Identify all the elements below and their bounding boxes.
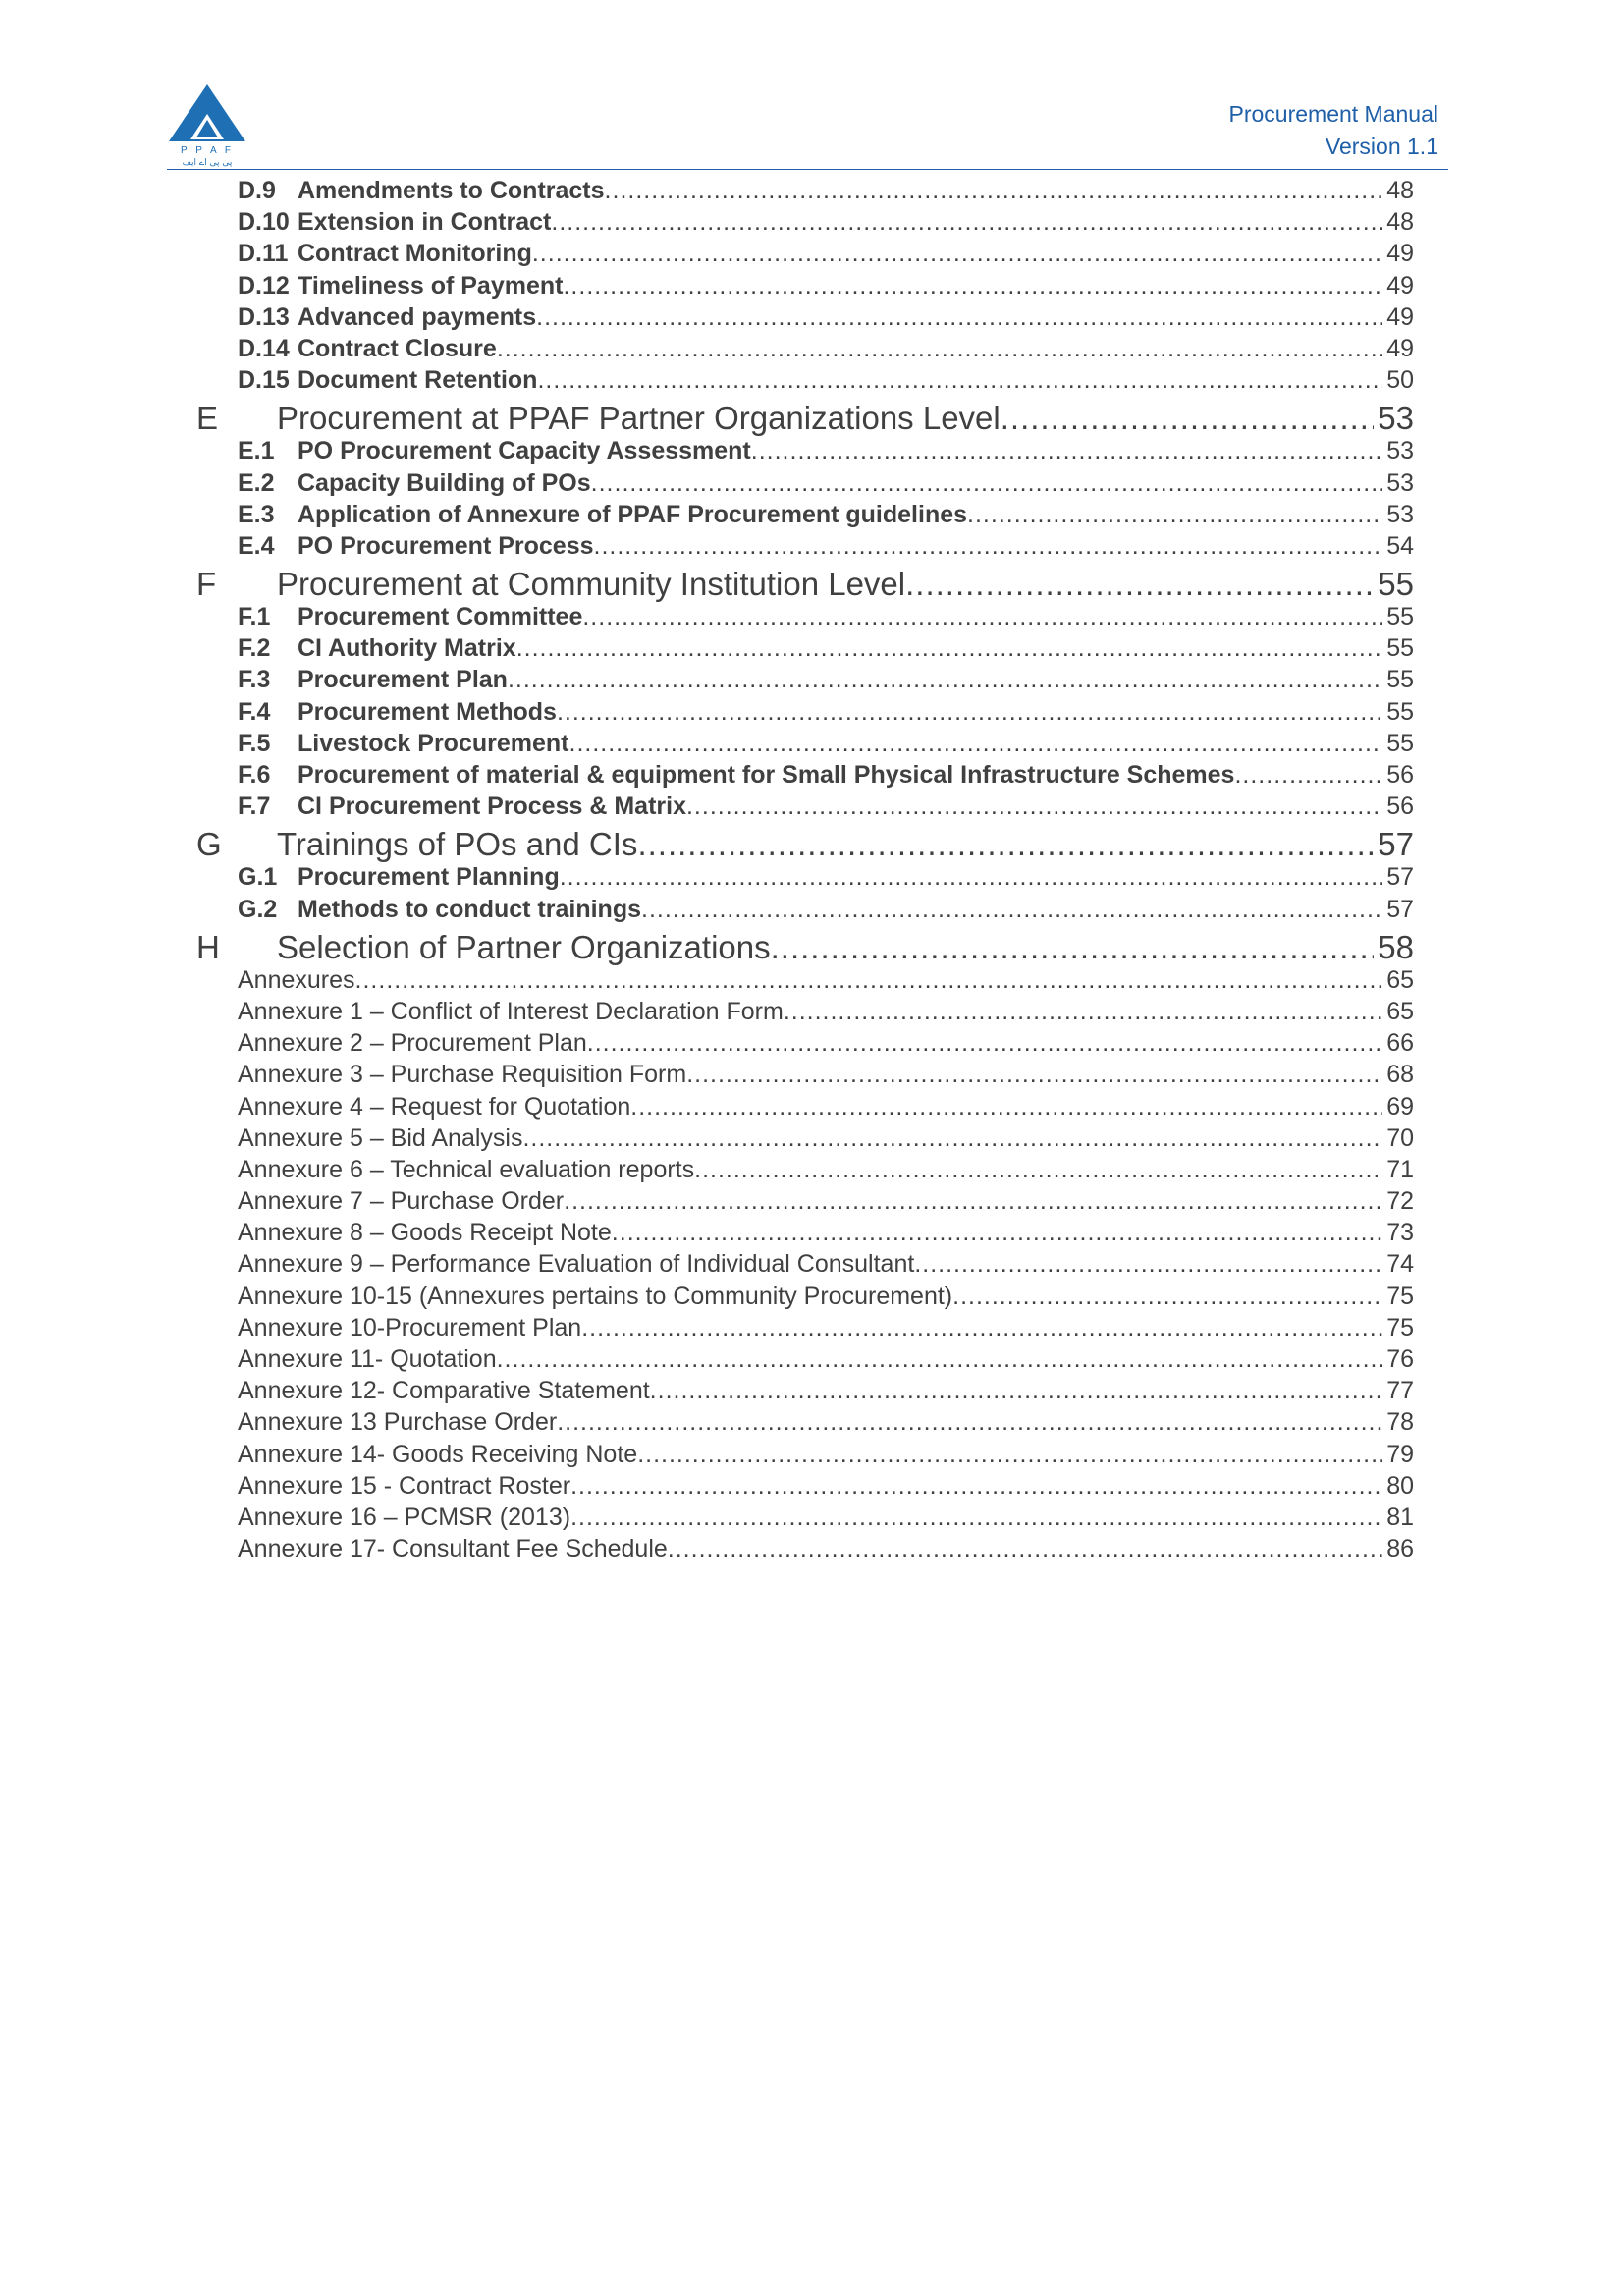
toc-number: F.3 bbox=[238, 666, 271, 694]
toc-number: F.6 bbox=[238, 761, 271, 789]
toc-number: G bbox=[196, 826, 222, 863]
toc-number: F.4 bbox=[238, 697, 271, 726]
toc-page-number: 66 bbox=[1386, 1029, 1414, 1058]
toc-title: CI Authority Matrix bbox=[298, 634, 516, 663]
toc-annexure[interactable] bbox=[196, 1377, 1414, 1408]
toc-subsection[interactable] bbox=[196, 469, 1414, 501]
toc-title: Annexures bbox=[238, 965, 355, 994]
dot-leader bbox=[508, 666, 1382, 694]
doc-version: Version 1.1 bbox=[1325, 134, 1438, 159]
dot-leader bbox=[516, 634, 1382, 663]
toc-title: Application of Annexure of PPAF Procurement guidelines bbox=[298, 500, 968, 528]
toc-title: Livestock Procurement bbox=[298, 729, 569, 757]
toc-title: PO Procurement Capacity Assessment bbox=[298, 437, 751, 465]
toc-title: Document Retention bbox=[298, 366, 538, 395]
toc-annexure[interactable] bbox=[196, 1061, 1414, 1092]
toc-number: D.15 bbox=[238, 366, 290, 395]
toc-annexure[interactable] bbox=[196, 1472, 1414, 1503]
toc-subsection[interactable] bbox=[196, 793, 1414, 824]
toc-page-number: 57 bbox=[1386, 895, 1414, 923]
toc-annexure[interactable] bbox=[196, 1219, 1414, 1250]
toc-page-number: 79 bbox=[1386, 1440, 1414, 1468]
toc-subsection[interactable] bbox=[196, 698, 1414, 730]
toc-page-number: 74 bbox=[1386, 1250, 1414, 1279]
toc-number: E.4 bbox=[238, 531, 275, 560]
toc-title: Timeliness of Payment bbox=[298, 271, 564, 300]
toc-subsection[interactable] bbox=[196, 208, 1414, 240]
dot-leader bbox=[569, 730, 1383, 758]
logo-letters: P P A F bbox=[181, 145, 234, 156]
toc-subsection[interactable] bbox=[196, 366, 1414, 398]
toc-number: D.9 bbox=[238, 177, 276, 204]
dot-leader bbox=[668, 1535, 1382, 1563]
toc-title: Annexure 5 – Bid Analysis bbox=[238, 1123, 523, 1152]
dot-leader bbox=[751, 437, 1382, 465]
table-of-contents bbox=[196, 177, 1414, 1566]
toc-annexure[interactable] bbox=[196, 1314, 1414, 1345]
toc-annexure[interactable] bbox=[196, 1029, 1414, 1061]
toc-subsection[interactable] bbox=[196, 437, 1414, 468]
dot-leader bbox=[557, 1408, 1382, 1437]
dot-leader bbox=[605, 177, 1383, 205]
dot-leader bbox=[497, 335, 1382, 363]
toc-title: Annexure 1 – Conflict of Interest Declaration Form bbox=[238, 997, 784, 1025]
dot-leader bbox=[591, 469, 1383, 498]
toc-page-number: 72 bbox=[1386, 1187, 1414, 1216]
toc-title: Procurement Plan bbox=[298, 666, 508, 694]
toc-subsection[interactable] bbox=[196, 666, 1414, 697]
toc-title: Annexure 17- Consultant Fee Schedule bbox=[238, 1535, 668, 1563]
toc-page-number: 48 bbox=[1386, 208, 1414, 237]
toc-annexure[interactable] bbox=[196, 966, 1414, 998]
toc-page-number: 75 bbox=[1386, 1313, 1414, 1341]
toc-number: D.13 bbox=[238, 302, 290, 331]
toc-title: Extension in Contract bbox=[298, 208, 552, 237]
toc-subsection[interactable] bbox=[196, 177, 1414, 208]
toc-subsection[interactable] bbox=[196, 863, 1414, 895]
dot-leader bbox=[641, 896, 1382, 924]
toc-annexure[interactable] bbox=[196, 1408, 1414, 1440]
toc-subsection[interactable] bbox=[196, 501, 1414, 532]
toc-subsection[interactable] bbox=[196, 240, 1414, 271]
toc-number: G.1 bbox=[238, 863, 278, 892]
toc-title: Annexure 10-Procurement Plan bbox=[238, 1313, 582, 1341]
toc-section[interactable] bbox=[196, 927, 1414, 966]
dot-leader bbox=[563, 272, 1382, 301]
toc-number: E.1 bbox=[238, 437, 275, 465]
toc-annexure[interactable] bbox=[196, 1093, 1414, 1124]
toc-number: E.2 bbox=[238, 468, 275, 497]
toc-annexure[interactable] bbox=[196, 1535, 1414, 1566]
toc-title: Annexure 10-15 (Annexures pertains to Community Procurement) bbox=[238, 1282, 953, 1310]
toc-subsection[interactable] bbox=[196, 532, 1414, 564]
toc-title: Procurement Methods bbox=[298, 697, 557, 726]
toc-page-number: 49 bbox=[1386, 271, 1414, 300]
toc-page-number: 57 bbox=[1386, 863, 1414, 892]
toc-title: Procurement Planning bbox=[298, 863, 560, 892]
toc-number: F.5 bbox=[238, 729, 271, 757]
toc-number: D.10 bbox=[238, 208, 290, 237]
dot-leader bbox=[637, 1441, 1382, 1469]
toc-page-number: 53 bbox=[1386, 500, 1414, 528]
toc-page-number: 81 bbox=[1386, 1503, 1414, 1531]
toc-page-number: 77 bbox=[1386, 1377, 1414, 1405]
toc-page-number: 49 bbox=[1386, 334, 1414, 362]
toc-number: H bbox=[196, 928, 220, 965]
toc-subsection[interactable] bbox=[196, 603, 1414, 634]
toc-title: Annexure 16 – PCMSR (2013) bbox=[238, 1503, 571, 1531]
toc-section[interactable] bbox=[196, 824, 1414, 863]
toc-page-number: 78 bbox=[1386, 1408, 1414, 1437]
dot-leader bbox=[564, 1187, 1382, 1216]
dot-leader bbox=[355, 966, 1383, 995]
toc-title: Procurement Committee bbox=[298, 603, 583, 631]
toc-title: Capacity Building of POs bbox=[298, 468, 591, 497]
toc-number: D.12 bbox=[238, 271, 290, 300]
ppaf-logo bbox=[167, 82, 247, 167]
toc-title: Annexure 13 Purchase Order bbox=[238, 1408, 558, 1437]
toc-annexure[interactable] bbox=[196, 998, 1414, 1029]
dot-leader bbox=[582, 603, 1382, 631]
toc-annexure[interactable] bbox=[196, 1187, 1414, 1219]
dot-leader bbox=[784, 998, 1382, 1026]
toc-title: Annexure 11- Quotation bbox=[238, 1345, 497, 1373]
page-header bbox=[167, 79, 1448, 170]
dot-leader bbox=[536, 303, 1382, 332]
toc-title: Methods to conduct trainings bbox=[298, 895, 641, 923]
dot-leader bbox=[557, 698, 1382, 727]
dot-leader bbox=[551, 208, 1382, 237]
toc-title: Amendments to Contracts bbox=[298, 177, 605, 204]
toc-title: Annexure 9 – Performance Evaluation of Individual Consultant bbox=[238, 1250, 915, 1279]
toc-annexure[interactable] bbox=[196, 1503, 1414, 1535]
toc-page-number: 65 bbox=[1386, 965, 1414, 994]
toc-page-number: 76 bbox=[1386, 1345, 1414, 1373]
toc-title: Annexure 3 – Purchase Requisition Form bbox=[238, 1061, 687, 1089]
dot-leader bbox=[587, 1029, 1382, 1058]
dot-leader bbox=[637, 826, 1374, 863]
toc-title: Selection of Partner Organizations bbox=[277, 928, 771, 965]
header-info bbox=[1229, 98, 1439, 163]
dot-leader bbox=[581, 1314, 1382, 1342]
toc-subsection[interactable] bbox=[196, 303, 1414, 335]
toc-number: E bbox=[196, 400, 219, 437]
toc-page-number: 55 bbox=[1386, 603, 1414, 631]
toc-title: Annexure 8 – Goods Receipt Note bbox=[238, 1219, 612, 1247]
toc-number: E.3 bbox=[238, 500, 275, 528]
toc-subsection[interactable] bbox=[196, 896, 1414, 927]
toc-page-number: 80 bbox=[1386, 1471, 1414, 1500]
toc-number: D.14 bbox=[238, 334, 290, 362]
toc-subsection[interactable] bbox=[196, 335, 1414, 366]
toc-page-number: 48 bbox=[1386, 177, 1414, 204]
toc-page-number: 56 bbox=[1386, 761, 1414, 789]
toc-page-number: 55 bbox=[1386, 729, 1414, 757]
toc-title: Procurement of material & equipment for Small Physical Infrastructure Schemes bbox=[298, 761, 1235, 789]
toc-title: PO Procurement Process bbox=[298, 531, 594, 560]
dot-leader bbox=[522, 1124, 1382, 1153]
doc-title: Procurement Manual bbox=[1228, 101, 1438, 127]
dot-leader bbox=[771, 929, 1375, 966]
dot-leader bbox=[560, 863, 1382, 892]
toc-page-number: 75 bbox=[1386, 1282, 1414, 1310]
toc-page-number: 49 bbox=[1386, 240, 1414, 268]
toc-page-number: 54 bbox=[1386, 531, 1414, 560]
toc-annexure[interactable] bbox=[196, 1250, 1414, 1282]
dot-leader bbox=[594, 532, 1383, 561]
toc-section[interactable] bbox=[196, 564, 1414, 603]
toc-page-number: 56 bbox=[1386, 793, 1414, 821]
toc-title: Annexure 15 - Contract Roster bbox=[238, 1471, 571, 1500]
toc-title: CI Procurement Process & Matrix bbox=[298, 793, 686, 821]
dot-leader bbox=[1234, 761, 1382, 790]
toc-annexure[interactable] bbox=[196, 1441, 1414, 1472]
dot-leader bbox=[905, 566, 1374, 603]
toc-page-number: 55 bbox=[1386, 697, 1414, 726]
toc-title: Advanced payments bbox=[298, 302, 537, 331]
toc-page-number: 73 bbox=[1386, 1219, 1414, 1247]
dot-leader bbox=[694, 1156, 1382, 1184]
dot-leader bbox=[952, 1283, 1382, 1311]
dot-leader bbox=[537, 366, 1382, 395]
dot-leader bbox=[1001, 400, 1375, 437]
dot-leader bbox=[532, 240, 1382, 268]
toc-subsection[interactable] bbox=[196, 272, 1414, 303]
toc-page-number: 55 bbox=[1378, 566, 1414, 603]
dot-leader bbox=[570, 1503, 1382, 1532]
toc-page-number: 53 bbox=[1386, 468, 1414, 497]
toc-number: F.7 bbox=[238, 793, 271, 821]
toc-section[interactable] bbox=[196, 398, 1414, 437]
toc-page-number: 68 bbox=[1386, 1061, 1414, 1089]
dot-leader bbox=[630, 1093, 1382, 1121]
toc-title: Contract Closure bbox=[298, 334, 497, 362]
toc-title: Annexure 12- Comparative Statement bbox=[238, 1377, 650, 1405]
toc-subsection[interactable] bbox=[196, 730, 1414, 761]
toc-page-number: 70 bbox=[1386, 1123, 1414, 1152]
dot-leader bbox=[497, 1345, 1383, 1374]
toc-subsection[interactable] bbox=[196, 634, 1414, 666]
dot-leader bbox=[686, 793, 1382, 821]
toc-title: Procurement at Community Institution Level bbox=[277, 566, 906, 603]
toc-title: Annexure 7 – Purchase Order bbox=[238, 1187, 565, 1216]
dot-leader bbox=[686, 1061, 1382, 1089]
toc-number: F bbox=[196, 566, 217, 603]
toc-page-number: 57 bbox=[1378, 826, 1414, 863]
toc-subsection[interactable] bbox=[196, 761, 1414, 793]
toc-title: Trainings of POs and CIs bbox=[277, 826, 638, 863]
toc-page-number: 69 bbox=[1386, 1092, 1414, 1121]
toc-number: F.1 bbox=[238, 603, 271, 631]
toc-title: Annexure 14- Goods Receiving Note bbox=[238, 1440, 638, 1468]
dot-leader bbox=[570, 1472, 1382, 1501]
toc-page-number: 65 bbox=[1386, 997, 1414, 1025]
toc-page-number: 50 bbox=[1386, 366, 1414, 395]
toc-title: Contract Monitoring bbox=[298, 240, 532, 268]
dot-leader bbox=[612, 1219, 1382, 1247]
toc-page-number: 53 bbox=[1378, 400, 1414, 437]
toc-page-number: 49 bbox=[1386, 302, 1414, 331]
toc-page-number: 58 bbox=[1378, 928, 1414, 965]
dot-leader bbox=[914, 1250, 1382, 1279]
toc-page-number: 71 bbox=[1386, 1155, 1414, 1183]
toc-annexure[interactable] bbox=[196, 1156, 1414, 1187]
toc-title: Annexure 4 – Request for Quotation bbox=[238, 1092, 631, 1121]
toc-annexure[interactable] bbox=[196, 1345, 1414, 1377]
toc-number: D.11 bbox=[238, 240, 289, 268]
toc-annexure[interactable] bbox=[196, 1283, 1414, 1314]
dot-leader bbox=[967, 501, 1382, 529]
toc-title: Procurement at PPAF Partner Organizations Level bbox=[277, 400, 1001, 437]
toc-annexure[interactable] bbox=[196, 1124, 1414, 1156]
toc-page-number: 55 bbox=[1386, 666, 1414, 694]
logo-urdu: پی پی اے ایف bbox=[182, 158, 233, 167]
toc-title: Annexure 2 – Procurement Plan bbox=[238, 1029, 587, 1058]
toc-number: G.2 bbox=[238, 895, 278, 923]
toc-number: F.2 bbox=[238, 634, 271, 663]
toc-title: Annexure 6 – Technical evaluation reports bbox=[238, 1155, 695, 1183]
toc-page-number: 86 bbox=[1386, 1535, 1414, 1563]
toc-page-number: 53 bbox=[1386, 437, 1414, 465]
dot-leader bbox=[650, 1377, 1383, 1405]
toc-page-number: 55 bbox=[1386, 634, 1414, 663]
